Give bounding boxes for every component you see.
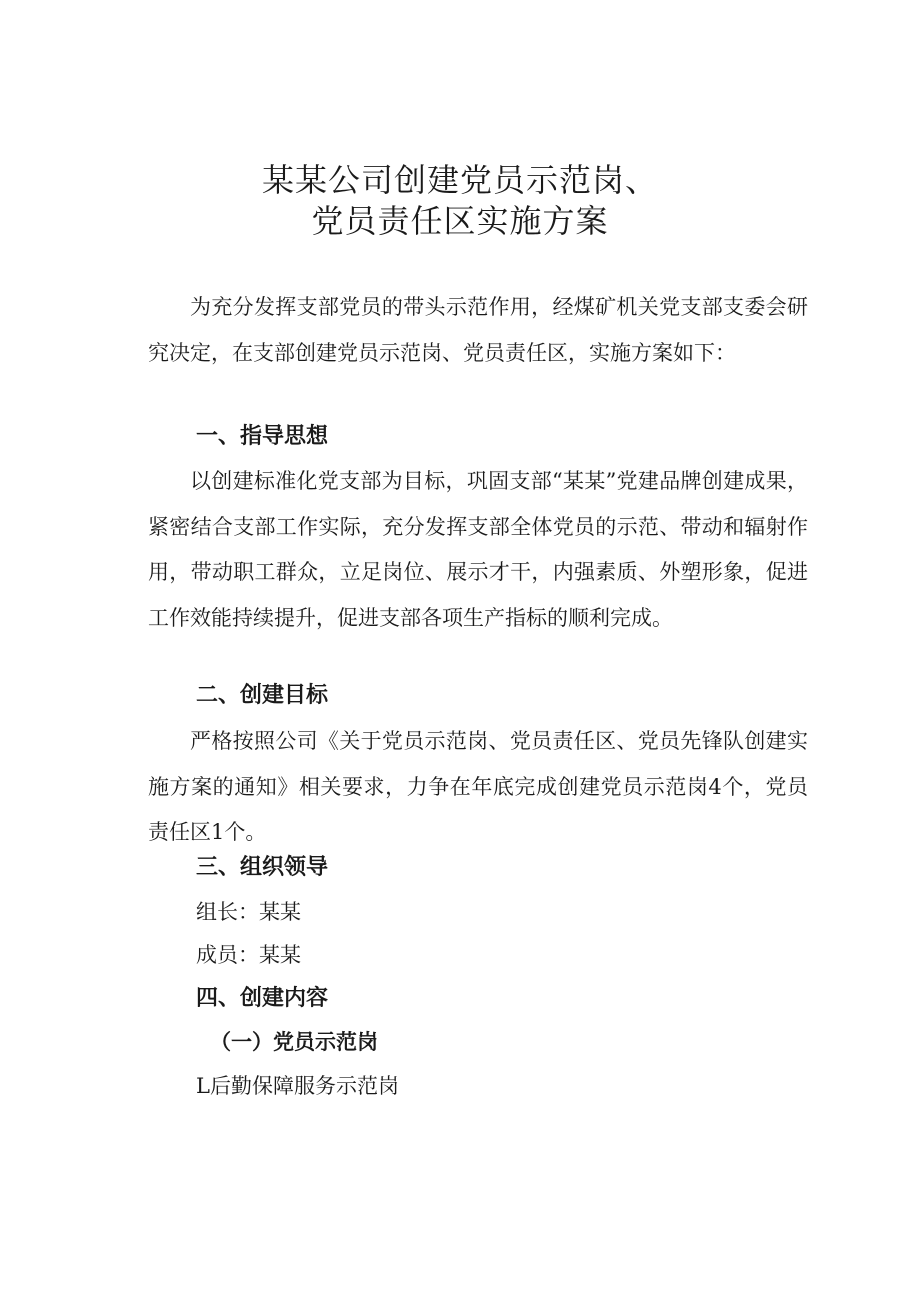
group-leader-line: 组长：某某 [196,900,301,924]
list-item: L后勤保障服务示范岗 [196,1074,399,1098]
document-title-line-1: 某某公司创建党员示范岗、 [261,161,658,199]
section-2-body: 严格按照公司《关于党员示范岗、党员责任区、党员先锋队创建实施方案的通知》相关要求，力争在年底完成创建党员示范岗4个，党员责任区1个。 [148,729,808,845]
section-3-heading: 三、组织领导 [196,855,329,880]
subsection-1-heading: （一）党员示范岗 [210,1030,378,1054]
section-1-heading: 一、指导思想 [196,424,329,449]
document-title-line-2: 党员责任区实施方案 [311,202,609,240]
intro-paragraph: 为充分发挥支部党员的带头示范作用，经煤矿机关党支部支委会研究决定，在支部创建党员示范岗、党员责任区，实施方案如下： [148,295,808,365]
section-4-heading: 四、创建内容 [196,986,329,1011]
group-members-line: 成员：某某 [196,943,301,967]
section-2-heading: 二、创建目标 [196,683,329,708]
section-1-body: 以创建标准化党支部为目标，巩固支部“某某”党建品牌创建成果，紧密结合支部工作实际，充分发挥支部全体党员的示范、带动和辐射作用，带动职工群众，立足岗位、展示才干，内强素质、外塑形象，促进工作效能持续提升，促进支部各项生产指标的顺利完成。 [148,469,808,631]
